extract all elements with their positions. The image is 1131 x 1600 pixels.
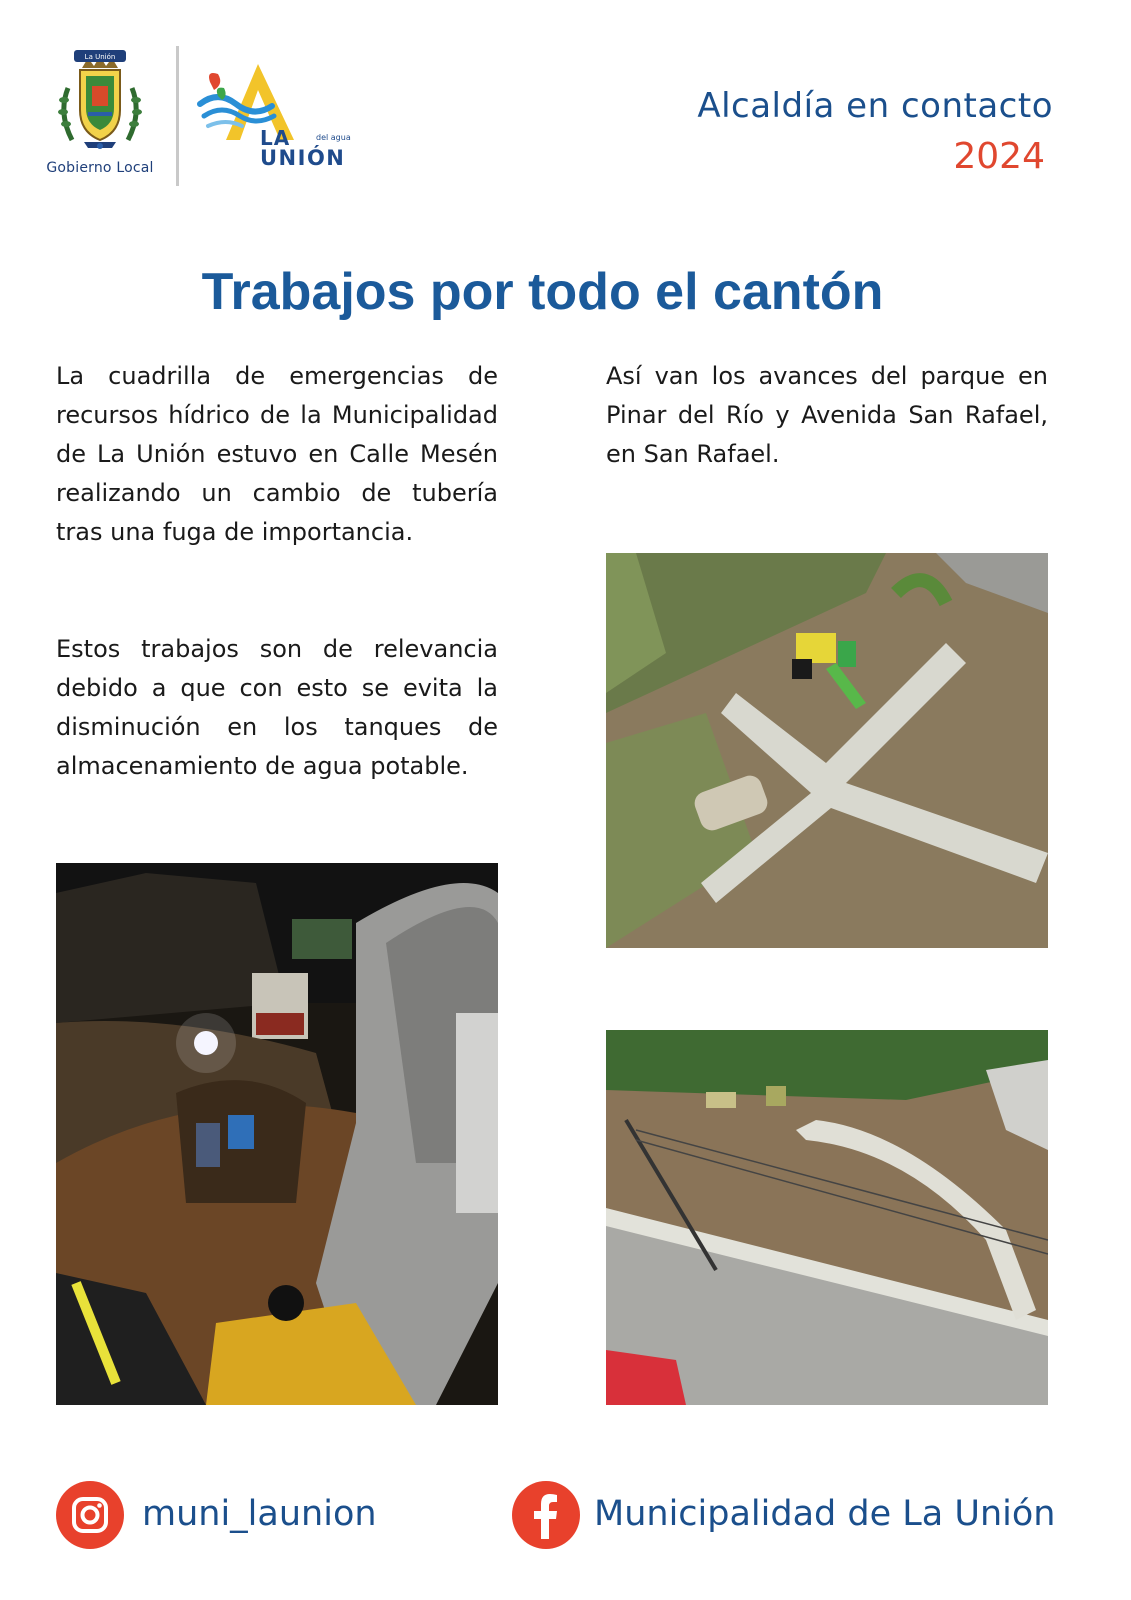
gobierno-local-logo [40,48,160,183]
photo-pipe-repair [56,863,498,1405]
instagram-icon[interactable] [56,1481,124,1549]
gobierno-local-label: Gobierno Local [46,160,154,176]
crest-banner-text: La Unión [84,53,116,61]
left-paragraph-1: La cuadrilla de emergencias de recursos hídrico de la Municipalidad de La Unión estuvo en Calle Mesén realizando un cambio de tubería tras una fuga de importancia. [56,362,498,546]
photo-park-progress-2 [606,1030,1048,1405]
right-paragraph: Así van los avances del parque en Pinar del Río y Avenida San Rafael, en San Rafael. [606,362,1048,468]
facebook-page-name[interactable]: Municipalidad de La Unión [594,1494,1056,1534]
la-union-logo-union: UNIÓN [260,146,346,170]
header-title: Alcaldía en contacto [697,86,1053,126]
page-title: Trabajos por todo el cantón [201,263,884,321]
header-year: 2024 [953,136,1045,177]
facebook-icon[interactable] [512,1481,580,1549]
coat-of-arms-icon [54,48,146,158]
header-divider [176,46,179,186]
la-union-logo [196,60,356,170]
instagram-handle[interactable]: muni_launion [142,1494,377,1534]
left-paragraph-2: Estos trabajos son de relevancia debido a que con esto se evita la disminución en los tanques de almacenamiento de agua potable. [56,635,498,780]
la-union-logo-small: del agua [316,133,351,142]
photo-park-progress-1 [606,553,1048,948]
la-union-logo-la: LA [260,126,291,150]
